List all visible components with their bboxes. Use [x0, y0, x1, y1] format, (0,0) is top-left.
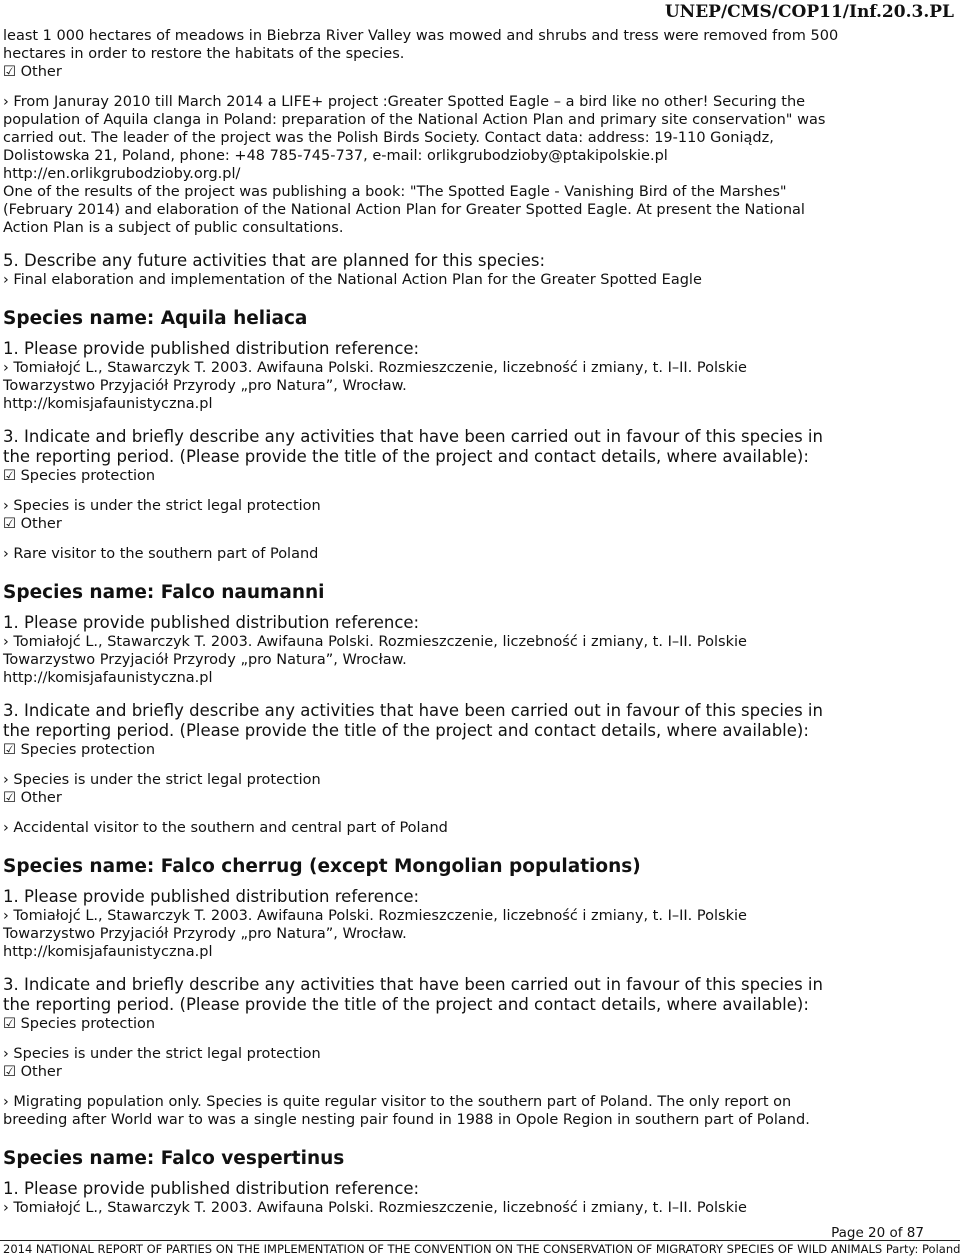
reference-url: http://komisjafaunistyczna.pl	[3, 944, 213, 960]
other-text: › Migrating population only. Species is quite regular visitor to the southern part of Poland. The only report on breeding after World war to was a single nesting pair found in 1988 in Opole Region in southern part of Poland.	[3, 1094, 810, 1128]
reference-line: › Tomiałojć L., Stawarczyk T. 2003. Awifauna Polski. Rozmieszczenie, liczebność i zmiany, t. I–II. Polskie	[3, 634, 747, 650]
species-heading: Species name: Falco vespertinus	[3, 1148, 345, 1169]
book-description: One of the results of the project was publishing a book: "The Spotted Eagle - Vanishing Bird of the Marshes" (February 2014) and elaboration of the National Action Plan for Greater Spotted Eagle. At present the National Action Plan is a subject of public consultations.	[3, 184, 805, 236]
page-content	[3, 27, 843, 1217]
footer-divider	[0, 1240, 960, 1241]
reference-url: http://komisjafaunistyczna.pl	[3, 670, 213, 686]
species-protection-checkbox: ☑ Species protection	[3, 468, 156, 484]
reference-url: http://komisjafaunistyczna.pl	[3, 396, 213, 412]
other-checkbox-label: ☑ Other	[3, 1064, 62, 1080]
reference-line: Towarzystwo Przyjaciół Przyrody „pro Natura”, Wrocław.	[3, 378, 407, 394]
species-heading: Species name: Aquila heliaca	[3, 308, 308, 329]
question-1: 1. Please provide published distribution reference:	[3, 887, 420, 906]
species-protection-checkbox: ☑ Species protection	[3, 742, 156, 758]
other-text: › Rare visitor to the southern part of Poland	[3, 546, 319, 562]
footer-title: 2014 NATIONAL REPORT OF PARTIES ON THE IMPLEMENTATION OF THE CONVENTION ON THE CONSERVATION OF MIGRATORY SPECIES OF WILD ANIMALS Party: Poland	[3, 1242, 960, 1256]
other-checkbox-label: ☑ Other	[3, 516, 62, 532]
reference-line: › Tomiałojć L., Stawarczyk T. 2003. Awifauna Polski. Rozmieszczenie, liczebność i zmiany, t. I–II. Polskie	[3, 360, 747, 376]
protection-text: › Species is under the strict legal protection	[3, 1046, 321, 1062]
other-checkbox-label: ☑ Other	[3, 64, 62, 80]
question-3: 3. Indicate and briefly describe any activities that have been carried out in favour of this species in the reporting period. (Please provide the title of the project and contact details, where available):	[3, 701, 823, 740]
answer-5: › Final elaboration and implementation of the National Action Plan for the Greater Spotted Eagle	[3, 272, 702, 288]
reference-line: › Tomiałojć L., Stawarczyk T. 2003. Awifauna Polski. Rozmieszczenie, liczebność i zmiany, t. I–II. Polskie	[3, 908, 747, 924]
other-text: › Accidental visitor to the southern and central part of Poland	[3, 820, 448, 836]
project-url: http://en.orlikgrubodzioby.org.pl/	[3, 166, 241, 182]
other-checkbox-label: ☑ Other	[3, 790, 62, 806]
protection-text: › Species is under the strict legal protection	[3, 498, 321, 514]
question-3: 3. Indicate and briefly describe any activities that have been carried out in favour of this species in the reporting period. (Please provide the title of the project and contact details, where available):	[3, 975, 823, 1014]
species-heading: Species name: Falco cherrug (except Mongolian populations)	[3, 856, 641, 877]
question-1: 1. Please provide published distribution reference:	[3, 339, 420, 358]
species-protection-checkbox: ☑ Species protection	[3, 1016, 156, 1032]
question-1: 1. Please provide published distribution reference:	[3, 1179, 420, 1198]
question-1: 1. Please provide published distribution reference:	[3, 613, 420, 632]
project-description: › From Januray 2010 till March 2014 a LIFE+ project :Greater Spotted Eagle – a bird like no other! Securing the population of Aquila clanga in Poland: preparation of the National Action Plan and primary site conservation" was carried out. The leader of the project was the Polish Birds Society. Contact data: address: 19-110 Goniądz, Dolistowska 21, Poland, phone: +48 785-745-737, e-mail: orlikgrubodzioby@ptakipolskie.pl	[3, 94, 826, 164]
page-number: Page 20 of 87	[831, 1225, 924, 1241]
document-reference: UNEP/CMS/COP11/Inf.20.3.PL	[664, 2, 954, 22]
reference-line: › Tomiałojć L., Stawarczyk T. 2003. Awifauna Polski. Rozmieszczenie, liczebność i zmiany, t. I–II. Polskie	[3, 1200, 747, 1216]
reference-line: Towarzystwo Przyjaciół Przyrody „pro Natura”, Wrocław.	[3, 926, 407, 942]
species-heading: Species name: Falco naumanni	[3, 582, 325, 603]
reference-line: Towarzystwo Przyjaciół Przyrody „pro Natura”, Wrocław.	[3, 652, 407, 668]
question-5: 5. Describe any future activities that are planned for this species:	[3, 251, 546, 270]
intro-paragraph: least 1 000 hectares of meadows in Biebrza River Valley was mowed and shrubs and tress were removed from 500 hectares in order to restore the habitats of the species.	[3, 28, 839, 62]
protection-text: › Species is under the strict legal protection	[3, 772, 321, 788]
question-3: 3. Indicate and briefly describe any activities that have been carried out in favour of this species in the reporting period. (Please provide the title of the project and contact details, where available):	[3, 427, 823, 466]
